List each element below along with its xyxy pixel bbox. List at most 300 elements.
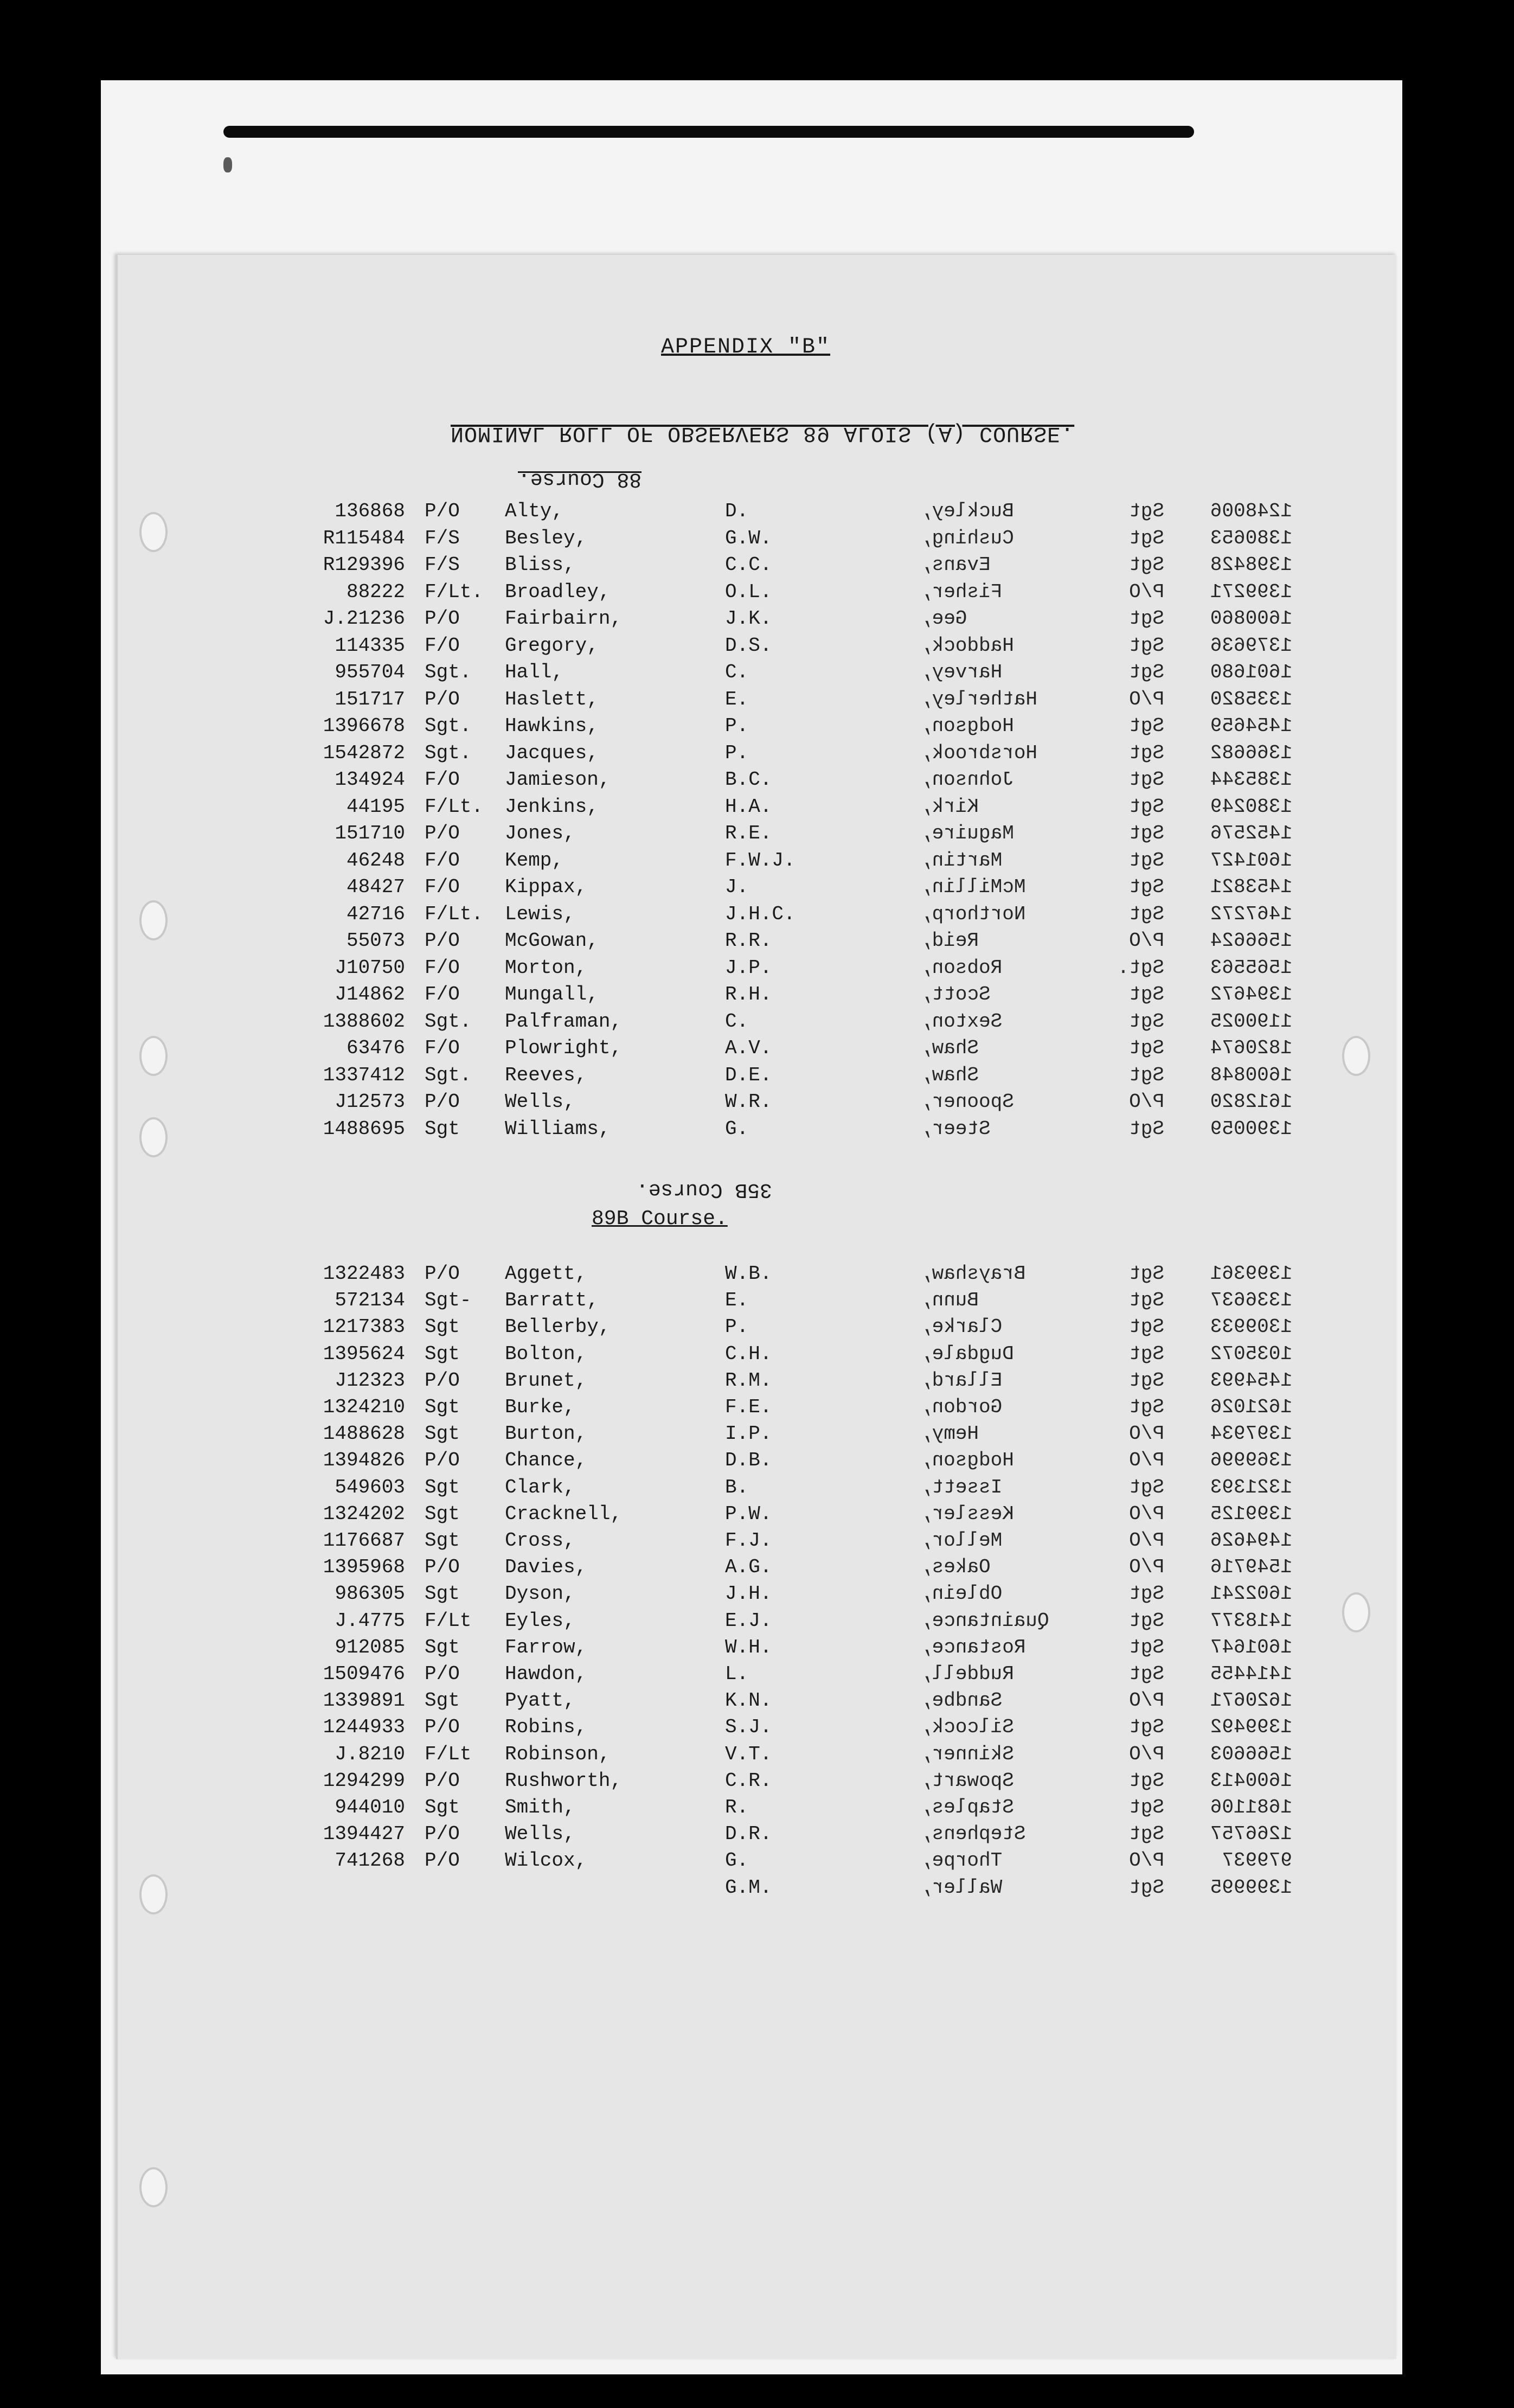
initials: D.B. [725,1449,772,1472]
mirrored-surname: Issett, [920,1476,1003,1498]
mirrored-surname: Bunn, [920,1289,979,1312]
rank: F/O [425,634,460,657]
mirrored-rank: Sgt [1129,902,1164,925]
appendix-title: APPENDIX "B" [661,335,831,360]
rank: F/O [425,983,460,1006]
mirrored-service-number: 1380249 [1210,795,1292,818]
initials: O.L. [725,580,772,603]
mirrored-service-number: 1369996 [1210,1449,1292,1472]
mirrored-surname: Sandbe, [920,1689,1003,1712]
rank: Sgt. [425,661,472,683]
mirrored-rank: Sgt [1129,1010,1164,1033]
service-number: J.8210 [335,1743,405,1765]
mirrored-surname: Spowart, [920,1769,1014,1792]
mirrored-service-number: 1549716 [1210,1556,1292,1579]
initials: J.H. [725,1583,772,1605]
surname: Burke, [505,1396,575,1418]
rank: Sgt [425,1502,460,1525]
mirrored-rank: Sgt [1129,1064,1164,1086]
service-number: 55073 [346,930,405,952]
table-row [118,1608,1396,1635]
rank: P/O [425,1769,460,1792]
service-number: J12323 [335,1369,405,1392]
roll-title: NOMINAL ROLL OF OBSERVERS 89 ALOIS (A) COURSE. [451,421,1075,445]
service-number: 44195 [346,795,405,818]
mirrored-service-number: 1467272 [1210,902,1292,925]
rank: Sgt- [425,1289,472,1312]
rank: Sgt [425,1423,460,1445]
redaction-bar [223,126,1194,138]
service-number: J10750 [335,956,405,979]
mirrored-service-number: 1601647 [1210,1636,1292,1658]
service-number: 549603 [335,1476,405,1498]
mirrored-rank: P/O [1129,1689,1164,1712]
mirrored-rank: Sgt [1129,1289,1164,1312]
rank: Sgt [425,1689,460,1712]
service-number: 1394826 [323,1449,405,1472]
mirrored-rank: Sgt [1129,1369,1164,1392]
surname: Kemp, [505,849,564,872]
mirrored-service-number: 1394672 [1210,983,1292,1006]
mirrored-service-number: 1452576 [1210,822,1292,844]
table-row [118,1341,1396,1368]
mirrored-surname: Martin, [920,849,1003,872]
mirrored-surname: Hemy, [920,1423,979,1445]
table-row [118,525,1396,552]
table-row [118,1314,1396,1341]
course-a-heading: 88 Course. [518,467,642,491]
initials: J.H.C. [725,902,796,925]
course-b-mirror-heading: 35B Course. [636,1178,772,1201]
table-row [118,659,1396,686]
surname: Smith, [505,1796,575,1818]
mirrored-rank: P/O [1129,1423,1164,1445]
surname: Eyles, [505,1609,575,1632]
mirrored-surname: Haddock, [920,634,1014,657]
initials: P. [725,1316,749,1339]
initials: F.J. [725,1529,772,1552]
table-row [118,552,1396,579]
mirrored-service-number: 1385344 [1210,768,1292,791]
surname: Lewis, [505,902,575,925]
surname: Bolton, [505,1342,587,1365]
mirrored-surname: Shaw, [920,1037,979,1059]
mirrored-service-number: 1454993 [1210,1369,1292,1392]
mirrored-service-number: 1366682 [1210,741,1292,764]
table-row [118,498,1396,525]
rank: Sgt. [425,1010,472,1033]
mirrored-surname: Fisher, [920,580,1003,603]
service-number: 46248 [346,849,405,872]
initials: L. [725,1663,749,1685]
mirrored-service-number: 1309933 [1210,1316,1292,1339]
rank: P/O [425,1849,460,1872]
mirrored-service-number: 1566624 [1210,930,1292,952]
mirrored-surname: Steer, [920,1117,991,1140]
mirrored-service-number: 1248006 [1210,500,1292,522]
service-number: 48427 [346,876,405,898]
initials: K.N. [725,1689,772,1712]
mirrored-rank: Sgt [1129,1117,1164,1140]
surname: Wilcox, [505,1849,587,1872]
initials: P. [725,741,749,764]
table-row [118,1821,1396,1848]
surname: Fairbairn, [505,607,623,630]
service-number: 88222 [346,580,405,603]
surname: Haslett, [505,688,599,710]
mirrored-rank: Sgt [1129,1583,1164,1605]
service-number: 741268 [335,1849,405,1872]
surname: Jones, [505,822,575,844]
mirrored-rank: Sgt [1129,795,1164,818]
table-row [118,1420,1396,1448]
table-row [118,686,1396,713]
mirrored-rank: P/O [1129,1091,1164,1113]
mirrored-service-number: 1418377 [1210,1609,1292,1632]
mirrored-service-number: 1454659 [1210,715,1292,737]
table-row [118,1847,1396,1874]
service-number: 1176687 [323,1529,405,1552]
rank: P/O [425,607,460,630]
mirrored-service-number: 1601680 [1210,661,1292,683]
surname: Besley, [505,527,587,549]
rank: F/O [425,768,460,791]
surname: Broadley, [505,580,611,603]
rank: Sgt [425,1117,460,1140]
rank: F/Lt. [425,902,484,925]
table-row [118,793,1396,821]
initials: I.P. [725,1423,772,1445]
rank: Sgt [425,1476,460,1498]
initials: W.R. [725,1091,772,1113]
surname: Clark, [505,1476,575,1498]
service-number: J14862 [335,983,405,1006]
service-number: J.4775 [335,1609,405,1632]
service-number: 1509476 [323,1663,405,1685]
mirrored-service-number: 1620671 [1210,1689,1292,1712]
mirrored-service-number: 1601427 [1210,849,1292,872]
surname: Hall, [505,661,564,683]
mirrored-surname: McMillin, [920,876,1026,898]
mirrored-service-number: 1321393 [1210,1476,1292,1498]
service-number: 151717 [335,688,405,710]
table-row [118,1767,1396,1795]
mirrored-surname: Silcock, [920,1716,1014,1739]
surname: Rushworth, [505,1769,623,1792]
service-number: 1488628 [323,1423,405,1445]
service-number: 944010 [335,1796,405,1818]
mirrored-service-number: 1621026 [1210,1396,1292,1418]
mirrored-service-number: 1399492 [1210,1716,1292,1739]
initials: C. [725,1010,749,1033]
surname: Robins, [505,1716,587,1739]
mirrored-service-number: 1379636 [1210,634,1292,657]
mirrored-rank: P/O [1129,688,1164,710]
mirrored-surname: Oblein, [920,1583,1003,1605]
mirrored-surname: Maguire, [920,822,1014,844]
mirrored-rank: Sgt [1129,822,1164,844]
mirrored-surname: Gordon, [920,1396,1003,1418]
table-row [118,1687,1396,1714]
mirrored-surname: Northorp, [920,902,1026,925]
mirrored-surname: Skinner, [920,1743,1014,1765]
mirrored-service-number: 1494626 [1210,1529,1292,1552]
table-row [118,1634,1396,1661]
service-number: 134924 [335,768,405,791]
table-row [118,955,1396,982]
mirrored-surname: Hodgson, [920,715,1014,737]
service-number: 1244933 [323,1716,405,1739]
mirrored-surname: Ruddell, [920,1663,1014,1685]
mirrored-surname: Oakes, [920,1556,991,1579]
mirrored-surname: Gee, [920,607,967,630]
rank: P/O [425,500,460,522]
mirrored-rank: Sgt [1129,1476,1164,1498]
mirrored-surname: Hodgson, [920,1449,1014,1472]
rank: Sgt [425,1316,460,1339]
mirrored-service-number: 1681106 [1210,1796,1292,1818]
mirrored-rank: Sgt [1129,607,1164,630]
initials: G.M. [725,1876,772,1899]
table-row [118,579,1396,606]
mirrored-rank: P/O [1129,1556,1164,1579]
initials: B. [725,1476,749,1498]
surname: Robinson, [505,1743,611,1765]
mirrored-surname: Hatherley, [920,688,1038,710]
table-row [118,927,1396,955]
rank: F/Lt [425,1743,472,1765]
mirrored-rank: Sgt [1129,527,1164,549]
surname: Farrow, [505,1636,587,1658]
mirrored-surname: Ellard, [920,1369,1003,1392]
initials: R.M. [725,1369,772,1392]
surname: Burton, [505,1423,587,1445]
mirrored-surname: Staples, [920,1796,1014,1818]
mirrored-rank: Sgt [1129,661,1164,683]
service-number: 1339891 [323,1689,405,1712]
surname: Cracknell, [505,1502,623,1525]
rank: Sgt. [425,1064,472,1086]
mirrored-surname: Mellor, [920,1529,1003,1552]
initials: A.V. [725,1037,772,1059]
mirrored-surname: Horsbrook, [920,741,1038,764]
mirrored-rank: Sgt [1129,1263,1164,1285]
table-row [118,1580,1396,1608]
mirrored-service-number: 1398428 [1210,554,1292,576]
rank: Sgt [425,1636,460,1658]
surname: Dyson, [505,1583,575,1605]
initials: D.S. [725,634,772,657]
mirrored-service-number: 1399271 [1210,580,1292,603]
rank: F/O [425,956,460,979]
table-row [118,847,1396,874]
rank: F/Lt. [425,795,484,818]
initials: R.R. [725,930,772,952]
initials: B.C. [725,768,772,791]
mirrored-rank: Sgt [1129,1663,1164,1685]
table-row [118,1367,1396,1394]
mirrored-surname: Brayshaw, [920,1263,1026,1285]
service-number: R115484 [323,527,405,549]
rank: Sgt [425,1396,460,1418]
mirrored-surname: Robson, [920,956,1003,979]
service-number: 1322483 [323,1263,405,1285]
mirrored-service-number: 1600413 [1210,1769,1292,1792]
surname: Wells, [505,1091,575,1113]
rank: Sgt. [425,741,472,764]
service-number: J12573 [335,1091,405,1113]
service-number: 1294299 [323,1769,405,1792]
rank: F/Lt. [425,580,484,603]
mirrored-service-number: 1565563 [1210,956,1292,979]
initials: F.E. [725,1396,772,1418]
service-number: 151710 [335,822,405,844]
initials: R.E. [725,822,772,844]
mirrored-surname: Kessler, [920,1502,1014,1525]
surname: Williams, [505,1117,611,1140]
service-number: 1396678 [323,715,405,737]
service-number: 1324202 [323,1502,405,1525]
mirrored-surname: Sexton, [920,1010,1003,1033]
service-number: 1394427 [323,1823,405,1846]
service-number: 1488695 [323,1117,405,1140]
rank: Sgt [425,1529,460,1552]
mirrored-service-number: 1190025 [1210,1010,1292,1033]
initials: J.K. [725,607,772,630]
table-row [118,1741,1396,1768]
table-row [118,1527,1396,1554]
rank: P/O [425,1556,460,1579]
surname: Palframan, [505,1010,623,1033]
initials: C. [725,661,749,683]
mirrored-rank: P/O [1129,1502,1164,1525]
mirrored-rank: P/O [1129,1529,1164,1552]
initials: W.B. [725,1263,772,1285]
service-number: J.21236 [323,607,405,630]
surname: Brunet, [505,1369,587,1392]
mirrored-rank: Sgt [1129,1823,1164,1846]
mirrored-rank: Sgt [1129,634,1164,657]
table-row [118,1394,1396,1421]
rank: Sgt [425,1583,460,1605]
mirrored-surname: Dugdale, [920,1342,1014,1365]
table-row [118,1714,1396,1741]
initials: J.P. [725,956,772,979]
rank: F/O [425,876,460,898]
mirrored-rank: P/O [1129,580,1164,603]
rank: F/O [425,1037,460,1059]
rank: P/O [425,1663,460,1685]
mirrored-service-number: 1397934 [1210,1423,1292,1445]
initials: F.W.J. [725,849,796,872]
table-row [118,1088,1396,1116]
table-row [118,1501,1396,1528]
surname: Hawkins, [505,715,599,737]
punch-hole [139,2167,168,2207]
mirrored-service-number: 1399125 [1210,1502,1292,1525]
rank: F/Lt [425,1609,472,1632]
mirrored-rank: Sgt [1129,1716,1164,1739]
table-row [118,874,1396,901]
rank: P/O [425,1091,460,1113]
mirrored-service-number: 1612820 [1210,1091,1292,1113]
mirrored-rank: Sgt [1129,554,1164,576]
mirrored-rank: Sgt [1129,1796,1164,1818]
mirrored-surname: Scott, [920,983,991,1006]
mirrored-surname: Evans, [920,554,991,576]
surname: Gregory, [505,634,599,657]
mirrored-surname: Waller, [920,1876,1003,1899]
mirrored-rank: Sgt [1129,1609,1164,1632]
mirrored-service-number: 1600860 [1210,607,1292,630]
rank: F/S [425,554,460,576]
mirrored-service-number: 1035072 [1210,1342,1292,1365]
service-number: 63476 [346,1037,405,1059]
service-number: 1395968 [323,1556,405,1579]
surname: Bellerby, [505,1316,611,1339]
mirrored-service-number: 1380653 [1210,527,1292,549]
rank: P/O [425,930,460,952]
initials: W.H. [725,1636,772,1658]
initials: J. [725,876,749,898]
table-row [118,820,1396,847]
table-row [118,1447,1396,1474]
initials: S.J. [725,1716,772,1739]
initials: E.J. [725,1609,772,1632]
rank: Sgt [425,1342,460,1365]
surname: Cross, [505,1529,575,1552]
mirrored-rank: Sgt [1129,1342,1164,1365]
service-number: 572134 [335,1289,405,1312]
surname: Plowright, [505,1037,623,1059]
initials: V.T. [725,1743,772,1765]
service-number: 1542872 [323,741,405,764]
mirrored-rank: P/O [1129,930,1164,952]
surname: Alty, [505,500,564,522]
mirrored-service-number: 1453821 [1210,876,1292,898]
mirrored-service-number: 1390059 [1210,1117,1292,1140]
mirrored-surname: Cushing, [920,527,1014,549]
initials: H.A. [725,795,772,818]
mirrored-rank: Sgt [1129,1037,1164,1059]
rank: F/S [425,527,460,549]
initials: C.H. [725,1342,772,1365]
rank: Sgt. [425,715,472,737]
mirrored-surname: Harvey, [920,661,1003,683]
ink-smudge [223,157,232,172]
table-row [118,1474,1396,1501]
table-row [118,1554,1396,1581]
table-row [118,1260,1396,1288]
mirrored-surname: Shaw, [920,1064,979,1086]
initials: R. [725,1796,749,1818]
mirrored-surname: Clarke, [920,1316,1003,1339]
mirrored-surname: Thorpe, [920,1849,1003,1872]
table-row [118,1661,1396,1688]
initials: C.R. [725,1769,772,1792]
document-page [116,255,1396,2359]
surname: Wells, [505,1823,575,1846]
mirrored-service-number: 1399995 [1210,1876,1292,1899]
surname: Bliss, [505,554,575,576]
surname: Morton, [505,956,587,979]
table-row [118,605,1396,632]
course-b-heading: 89B Course. [592,1207,728,1231]
initials: C.C. [725,554,772,576]
table-row [118,740,1396,767]
mirrored-service-number: 1266757 [1210,1823,1292,1846]
mirrored-surname: Reid, [920,930,979,952]
